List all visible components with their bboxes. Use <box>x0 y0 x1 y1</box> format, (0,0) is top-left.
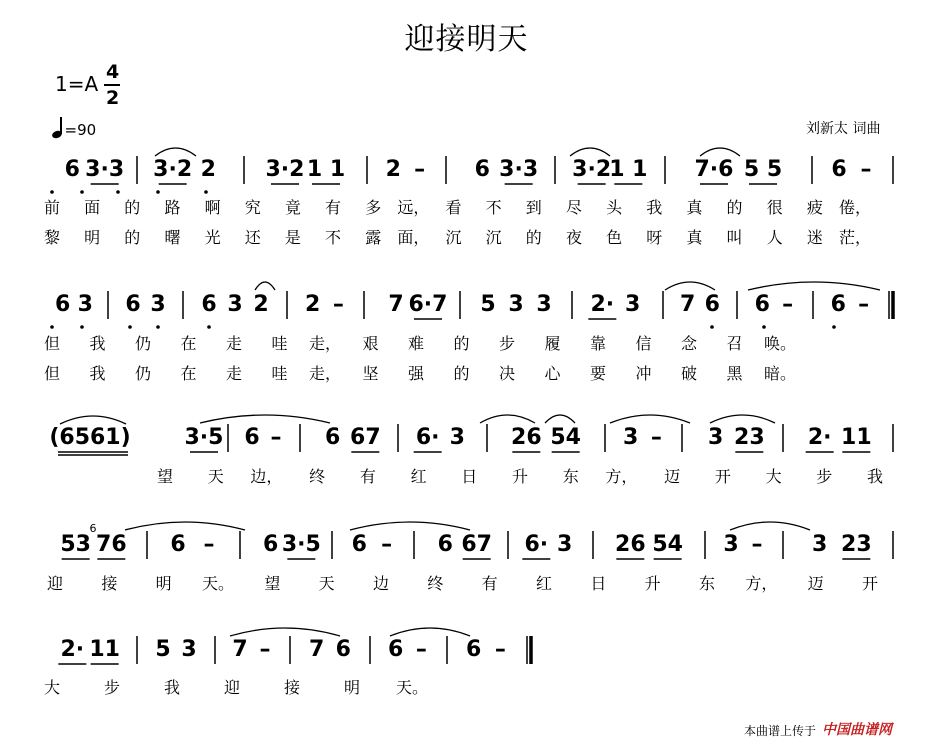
lyric-char: 接 <box>283 678 301 697</box>
note: 6· <box>524 532 549 557</box>
lyric-char: 的 <box>124 228 141 247</box>
octave-dot <box>80 190 84 194</box>
octave-dot <box>80 325 84 329</box>
note: 6 <box>64 157 80 182</box>
lyric-char: 真 <box>686 228 703 247</box>
note: 6 <box>754 292 770 317</box>
slur <box>155 148 196 156</box>
octave-dot <box>762 325 766 329</box>
lyric-char: 大 <box>43 678 61 697</box>
slur <box>700 148 740 156</box>
lyric-char: 边 <box>372 574 390 593</box>
lyric-char: 头 <box>606 198 623 217</box>
note: 26 <box>615 532 646 557</box>
note: 11 <box>89 637 120 662</box>
note: – <box>751 532 763 557</box>
octave-dot <box>207 325 211 329</box>
lyric-char: 望 <box>156 467 174 486</box>
lyric-char: 看 <box>445 198 462 217</box>
note: 54 <box>550 425 581 450</box>
lyric-char: 哇 <box>271 334 288 353</box>
lyric-char: 沉 <box>485 228 502 247</box>
note: 7 <box>232 637 248 662</box>
lyric-char: 倦， <box>838 198 872 217</box>
note: – <box>270 425 282 450</box>
lyric-char: 茫， <box>838 228 872 247</box>
note: 6 <box>335 637 351 662</box>
intro-notes: (6561) <box>49 425 131 450</box>
note: 7·6 <box>694 157 734 182</box>
lyric-char: 明 <box>84 228 101 247</box>
slur <box>665 282 715 290</box>
note: 23 <box>841 532 872 557</box>
note: 6 <box>55 292 71 317</box>
lyric-char: 有 <box>481 574 498 593</box>
lyric-char: 走 <box>225 334 243 353</box>
note: 3 <box>449 425 465 450</box>
lyric-char: 日 <box>461 467 478 486</box>
lyric-char: 我 <box>89 364 106 383</box>
lyric-char: 走， <box>308 334 342 353</box>
note: 3 <box>508 292 524 317</box>
note: 2· <box>60 637 85 662</box>
note: 6·7 <box>408 292 448 317</box>
lyric-char: 的 <box>453 364 470 383</box>
lyric-char: 但 <box>43 334 61 353</box>
lyric-char: 前 <box>43 198 61 217</box>
slur <box>610 415 690 423</box>
lyric-char: 迎 <box>223 678 241 697</box>
note: 6 <box>125 292 141 317</box>
lyric-char: 方， <box>745 574 778 593</box>
slur <box>200 415 330 423</box>
tempo-value: =90 <box>64 121 97 139</box>
note: 6 <box>466 637 482 662</box>
note: 11 <box>841 425 872 450</box>
lyric-char: 终 <box>427 574 444 593</box>
note: 6 <box>388 637 404 662</box>
lyric-char: 真 <box>686 198 703 217</box>
lyric-char: 步 <box>103 678 121 697</box>
note: – <box>860 157 872 182</box>
note: 2· <box>590 292 615 317</box>
lyric-char: 还 <box>244 228 261 247</box>
lyric-char: 东 <box>698 574 716 593</box>
note: 6 <box>704 292 720 317</box>
note: 3·3 <box>85 157 125 182</box>
note: 67 <box>350 425 381 450</box>
site-logo: 中国曲谱网 <box>822 722 892 738</box>
lyric-char: 路 <box>164 198 181 217</box>
note: – <box>381 532 393 557</box>
note: 3·3 <box>499 157 539 182</box>
lyric-char: 边， <box>250 467 283 486</box>
lyric-char: 的 <box>124 198 141 217</box>
lyric-char: 走， <box>308 364 342 383</box>
lyric-char: 升 <box>644 574 661 593</box>
note: 2 <box>253 292 269 317</box>
note: 23 <box>734 425 765 450</box>
note: – <box>782 292 794 317</box>
slur <box>748 282 880 290</box>
note: 3 <box>536 292 552 317</box>
lyric-char: 但 <box>43 364 61 383</box>
lyric-char: 天。 <box>395 678 429 697</box>
lyric-char: 露 <box>365 228 382 247</box>
note: 6 <box>325 425 341 450</box>
lyric-char: 不 <box>485 198 502 217</box>
note: – <box>259 637 271 662</box>
lyric-char: 望 <box>264 574 281 593</box>
octave-dot <box>128 325 132 329</box>
lyric-char: 远， <box>397 198 430 217</box>
lyric-char: 天 <box>318 574 335 593</box>
lyric-char: 色 <box>606 228 623 247</box>
lyric-char: 多 <box>365 198 382 217</box>
lyric-char: 仍 <box>134 364 152 383</box>
note: 2 <box>200 157 216 182</box>
lyric-char: 艰 <box>362 334 379 353</box>
slur <box>730 522 810 530</box>
lyric-char: 唤。 <box>763 334 797 353</box>
lyric-char: 我 <box>89 334 106 353</box>
lyric-char: 靠 <box>589 334 607 353</box>
note: – <box>415 637 427 662</box>
lyric-char: 面， <box>397 228 430 247</box>
note: 5 <box>155 637 171 662</box>
lyric-char: 天 <box>207 467 224 486</box>
lyric-char: 心 <box>544 364 561 383</box>
slur <box>255 282 275 290</box>
slur <box>480 415 535 423</box>
note: 5 <box>480 292 496 317</box>
note: 2· <box>807 425 832 450</box>
note: 3 <box>708 425 724 450</box>
lyric-char: 的 <box>726 198 743 217</box>
lyric-char: 尽 <box>565 198 582 217</box>
time-signature-bottom: 2 <box>106 87 120 109</box>
note: 3 <box>77 292 93 317</box>
lyric-char: 要 <box>589 364 607 383</box>
octave-dot <box>710 325 714 329</box>
note: 3·2 <box>265 157 305 182</box>
note: 6 <box>263 532 279 557</box>
footer-text: 本曲谱上传于 <box>744 724 817 738</box>
slur <box>710 415 775 423</box>
lyric-char: 我 <box>866 467 884 486</box>
note: 6 <box>830 292 846 317</box>
lyric-char: 有 <box>325 198 342 217</box>
note: 7 <box>309 637 325 662</box>
note: 3 <box>557 532 573 557</box>
note: 6 <box>244 425 260 450</box>
lyric-char: 曙 <box>164 228 181 247</box>
note: 6 <box>831 157 847 182</box>
note: 3 <box>625 292 641 317</box>
lyric-char: 我 <box>163 678 181 697</box>
lyric-char: 有 <box>359 467 376 486</box>
note: 3 <box>623 425 639 450</box>
lyric-char: 召 <box>726 334 743 353</box>
note: 3 <box>181 637 197 662</box>
lyric-char: 信 <box>635 334 652 353</box>
note: – <box>203 532 215 557</box>
lyric-char: 大 <box>765 467 782 486</box>
lyric-char: 仍 <box>134 334 152 353</box>
octave-dot <box>832 325 836 329</box>
lyric-char: 明 <box>155 574 172 593</box>
note: 1 1 <box>306 157 346 182</box>
lyric-char: 难 <box>407 334 425 353</box>
lyric-char: 在 <box>180 364 197 383</box>
octave-dot <box>204 190 208 194</box>
note: – <box>414 157 426 182</box>
page-title: 迎接明天 <box>404 22 529 57</box>
lyric-char: 到 <box>525 198 542 217</box>
note: 6 <box>201 292 217 317</box>
lyric-char: 究 <box>244 198 261 217</box>
note: 3·5 <box>184 425 224 450</box>
lyric-char: 日 <box>590 574 607 593</box>
note: 7 <box>680 292 696 317</box>
lyric-char: 迈 <box>807 574 824 593</box>
lyric-char: 夜 <box>565 228 582 247</box>
lyric-char: 黑 <box>726 364 743 383</box>
lyric-char: 哇 <box>271 364 288 383</box>
lyric-char: 不 <box>325 228 342 247</box>
note: 6 <box>170 532 186 557</box>
note: 6 <box>437 532 453 557</box>
note: – <box>332 292 344 317</box>
note: 3 <box>227 292 243 317</box>
lyric-char: 迈 <box>664 467 681 486</box>
note: 3·2 <box>153 157 193 182</box>
lyric-char: 升 <box>511 467 529 486</box>
grace-note: 6 <box>89 522 97 535</box>
key-signature: 1=A <box>55 72 99 96</box>
note: 3·5 <box>281 532 321 557</box>
note: 6 <box>351 532 367 557</box>
lyric-char: 的 <box>525 228 542 247</box>
lyric-char: 天。 <box>201 574 235 593</box>
lyric-char: 很 <box>766 198 783 217</box>
lyric-char: 是 <box>284 228 301 247</box>
note: 3 <box>812 532 828 557</box>
lyric-char: 步 <box>816 467 833 486</box>
lyric-char: 强 <box>407 364 425 383</box>
lyric-char: 迎 <box>46 574 64 593</box>
lyric-char: 光 <box>204 228 221 247</box>
lyric-char: 呀 <box>646 228 663 247</box>
note: 3 <box>723 532 739 557</box>
lyric-char: 方， <box>605 467 638 486</box>
lyric-char: 破 <box>680 364 698 383</box>
octave-dot <box>156 190 160 194</box>
lyric-char: 竟 <box>284 198 301 217</box>
lyric-char: 开 <box>714 467 731 486</box>
note: 26 <box>511 425 542 450</box>
slur <box>60 416 126 424</box>
note: 1 1 <box>609 157 648 182</box>
lyric-char: 暗。 <box>763 364 797 383</box>
time-signature-top: 4 <box>106 61 120 83</box>
lyric-char: 人 <box>766 228 783 247</box>
lyric-char: 的 <box>453 334 470 353</box>
lyric-char: 我 <box>646 198 663 217</box>
lyric-char: 走 <box>225 364 243 383</box>
lyric-char: 迷 <box>806 228 823 247</box>
lyric-char: 疲 <box>806 198 823 217</box>
slur <box>230 628 340 636</box>
note: 53 <box>60 532 91 557</box>
note: 7 <box>388 292 404 317</box>
lyric-char: 面 <box>84 198 101 217</box>
lyric-char: 坚 <box>362 364 379 383</box>
lyric-char: 开 <box>861 574 879 593</box>
lyric-char: 叫 <box>726 228 743 247</box>
lyric-char: 终 <box>309 467 326 486</box>
lyric-char: 冲 <box>635 364 652 383</box>
note: 2 <box>305 292 321 317</box>
octave-dot <box>116 190 120 194</box>
note: 2 <box>385 157 401 182</box>
slur <box>350 522 470 530</box>
octave-dot <box>50 325 54 329</box>
note: 67 <box>461 532 492 557</box>
slur <box>390 628 470 636</box>
octave-dot <box>50 190 54 194</box>
note: 6· <box>415 425 440 450</box>
note: 5 5 <box>743 157 783 182</box>
octave-dot <box>156 325 160 329</box>
lyric-char: 东 <box>562 467 579 486</box>
lyric-char: 决 <box>498 364 516 383</box>
slur <box>545 415 575 423</box>
lyric-char: 步 <box>498 334 516 353</box>
note: 3·2 <box>572 157 612 182</box>
lyric-char: 红 <box>535 574 553 593</box>
composer-credit: 刘新太 词曲 <box>806 121 881 137</box>
lyric-char: 啊 <box>204 198 221 217</box>
note: – <box>494 637 506 662</box>
lyric-char: 明 <box>343 678 361 697</box>
lyric-char: 红 <box>410 467 427 486</box>
lyric-char: 黎 <box>43 228 61 247</box>
lyric-char: 履 <box>544 334 561 353</box>
lyric-char: 接 <box>101 574 118 593</box>
note: – <box>858 292 870 317</box>
slur <box>570 148 610 156</box>
slur <box>125 522 245 530</box>
note: 6 <box>474 157 490 182</box>
lyric-char: 念 <box>680 334 698 353</box>
lyric-char: 沉 <box>445 228 462 247</box>
note: – <box>650 425 662 450</box>
note: 54 <box>652 532 683 557</box>
note: 76 <box>96 532 127 557</box>
lyric-char: 在 <box>180 334 197 353</box>
note: 3 <box>150 292 166 317</box>
